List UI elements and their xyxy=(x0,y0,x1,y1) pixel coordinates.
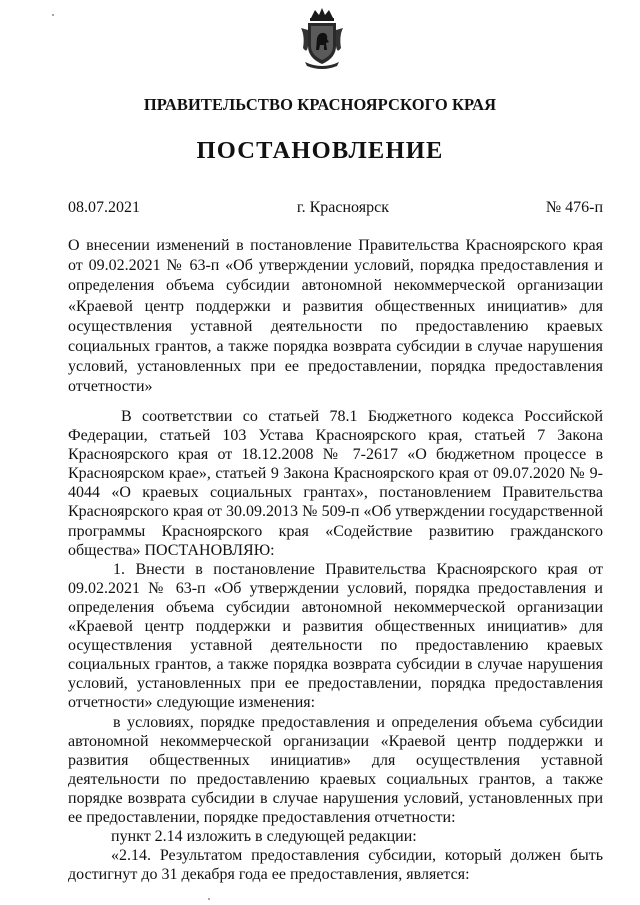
document-city: г. Красноярск xyxy=(296,199,389,216)
government-name: ПРАВИТЕЛЬСТВО КРАСНОЯРСКОГО КРАЯ xyxy=(143,95,497,114)
coat-of-arms-emblem xyxy=(297,6,347,70)
document-subject: О внесении изменений в постановление Правительства Красноярского края от 09.02.2021 № 63-п «Об утверждении условий, порядка предоставления и определения объема субсидии автономной некоммерческой организации «Краевой центр поддержки и развития общественных инициатив» для осуществления уставной деятельности по предоставлению краевых социальных грантов, а также порядка возврата субсидии в случае нарушения условий, установленных при ее предоставлении, порядка предоставления отчетности» xyxy=(68,237,603,396)
quote-paragraph: «2.14. Результатом предоставления субсидии, который должен быть достигнут до 31 декабря года ее предоставления, является: xyxy=(68,847,603,884)
document-body xyxy=(68,407,603,884)
document-date: 08.07.2021 xyxy=(68,199,140,216)
scan-speck xyxy=(52,14,54,16)
document-type-title: ПОСТАНОВЛЕНИЕ xyxy=(196,137,444,164)
scan-speck xyxy=(208,898,210,900)
preamble-paragraph: В соответствии со статьей 78.1 Бюджетного кодекса Российской Федерации, статьей 103 Устава Красноярского края, статьей 7 Закона Красноярского края от 18.12.2008 № 7-2617 «О бюджетном процессе в Красноярском крае», статьей 9 Закона Красноярского края от 09.07.2020 № 9-4044 «О краевых социальных грантах», постановлением Правительства Красноярского края от 30.09.2013 № 509-п «Об утверждении государственной программы Красноярского края «Содействие развитию гражданского общества» ПОСТАНОВЛЯЮ: xyxy=(68,408,603,559)
item-1-paragraph: 1. Внести в постановление Правительства Красноярского края от 09.02.2021 № 63-п «Об утверждении условий, порядка предоставления и определения объема субсидии автономной некоммерческой организации «Краевой центр поддержки и развития общественных инициатив» для осуществления уставной деятельности по предоставлению краевых социальных грантов, а также порядка возврата субсидии в случае нарушения условий, установленных при ее предоставлении, порядка предоставления отчетности» следующие изменения: xyxy=(68,560,603,712)
document-meta-row xyxy=(68,199,603,217)
conditions-paragraph: в условиях, порядке предоставления и определения объема субсидии автономной некоммерческой организации «Краевой центр поддержки и развития общественных инициатив» для осуществления уставной деятельности по предоставлению краевых социальных грантов, а также порядке возврата субсидии в случае нарушения условий, установленных при ее предоставлении, порядке предоставления отчетности: xyxy=(68,713,603,826)
point-paragraph: пункт 2.14 изложить в следующей редакции: xyxy=(111,828,417,846)
document-number: № 476-п xyxy=(545,199,603,216)
coat-of-arms-icon xyxy=(297,6,347,70)
